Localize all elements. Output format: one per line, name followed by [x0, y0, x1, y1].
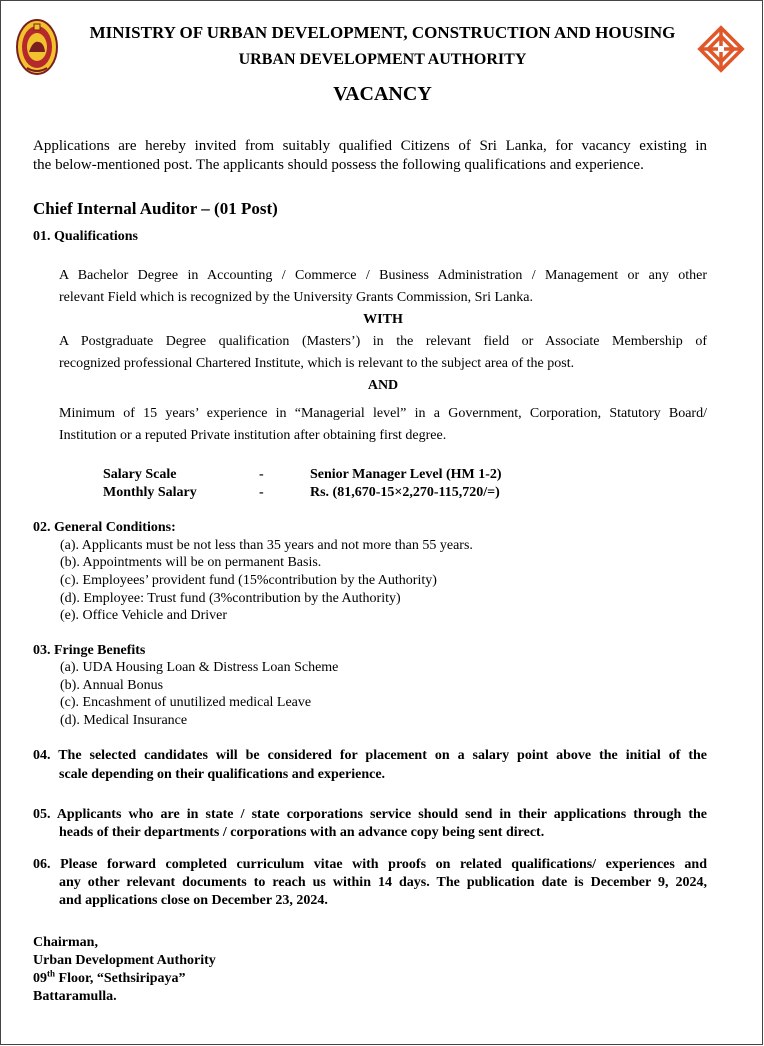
qualification-1-line-2: relevant Field which is recognized by the University Grants Commission, Sri Lanka.	[59, 290, 533, 305]
note-06-line-2: any other relevant documents to reach us within 14 days. The publication date is December 9, 2024,	[59, 875, 707, 890]
qualification-2-line-1: A Postgraduate Degree qualification (Masters’) in the relevant field or Associate Membership of	[59, 334, 707, 349]
salary-scale-dash: -	[259, 467, 264, 482]
post-title: Chief Internal Auditor – (01 Post)	[33, 199, 278, 218]
list-item: (a). Applicants must be not less than 35 years and not more than 55 years.	[60, 538, 473, 553]
and-label: AND	[367, 378, 399, 393]
fringe-benefits-heading: 03. Fringe Benefits	[33, 643, 146, 658]
note-05-line-1: 05. Applicants who are in state / state corporations service should send in their applications through the	[33, 807, 707, 822]
list-item: (c). Employees’ provident fund (15%contribution by the Authority)	[60, 573, 437, 588]
qualification-3-line-1: Minimum of 15 years’ experience in “Managerial level” in a Government, Corporation, Statutory Board/	[59, 406, 707, 421]
intro-line-2: the below-mentioned post. The applicants should possess the following qualifications and experience.	[33, 157, 644, 173]
signature-address-city: Battaramulla.	[33, 989, 117, 1004]
page-title: VACANCY	[333, 83, 432, 105]
qualifications-heading: 01. Qualifications	[33, 229, 139, 244]
list-item: (a). UDA Housing Loan & Distress Loan Scheme	[60, 660, 339, 675]
signature-title: Chairman,	[33, 935, 98, 950]
qualification-2-line-2: recognized professional Chartered Institute, which is relevant to the subject area of the post.	[59, 356, 575, 371]
list-item: (e). Office Vehicle and Driver	[60, 608, 228, 623]
qualification-1-line-1: A Bachelor Degree in Accounting / Commerce / Business Administration / Management or any other	[59, 268, 707, 283]
note-04-line-1: 04. The selected candidates will be considered for placement on a salary point above the initial of the	[33, 748, 707, 763]
note-04-line-2: scale depending on their qualifications and experience.	[59, 767, 386, 782]
list-item: (c). Encashment of unutilized medical Leave	[60, 695, 312, 710]
ministry-title: MINISTRY OF URBAN DEVELOPMENT, CONSTRUCTION AND HOUSING	[89, 23, 676, 42]
general-conditions-heading: 02. General Conditions:	[33, 520, 176, 535]
salary-scale-value: Senior Manager Level (HM 1-2)	[310, 467, 502, 482]
authority-title: URBAN DEVELOPMENT AUTHORITY	[238, 51, 527, 68]
signature-address-floor: 09th Floor, “Sethsiripaya”	[33, 968, 186, 986]
monthly-salary-label: Monthly Salary	[103, 485, 197, 500]
list-item: (d). Medical Insurance	[60, 713, 188, 728]
monthly-salary-dash: -	[259, 485, 264, 500]
monthly-salary-value: Rs. (81,670-15×2,270-115,720/=)	[310, 485, 500, 500]
list-item: (d). Employee: Trust fund (3%contribution by the Authority)	[60, 591, 401, 606]
qualification-3-line-2: Institution or a reputed Private institution after obtaining first degree.	[59, 428, 447, 443]
list-item: (b). Annual Bonus	[60, 678, 164, 693]
note-06-line-3: and applications close on December 23, 2024.	[59, 893, 328, 908]
signature-organization: Urban Development Authority	[33, 953, 216, 968]
with-label: WITH	[363, 312, 403, 327]
salary-scale-label: Salary Scale	[103, 467, 177, 482]
note-06-line-1: 06. Please forward completed curriculum vitae with proofs on related qualifications/ experiences and	[33, 857, 707, 872]
intro-line-1: Applications are hereby invited from suitably qualified Citizens of Sri Lanka, for vacancy existing in	[33, 138, 707, 154]
list-item: (b). Appointments will be on permanent Basis.	[60, 555, 322, 570]
note-05-line-2: heads of their departments / corporations with an advance copy being sent direct.	[59, 825, 545, 840]
